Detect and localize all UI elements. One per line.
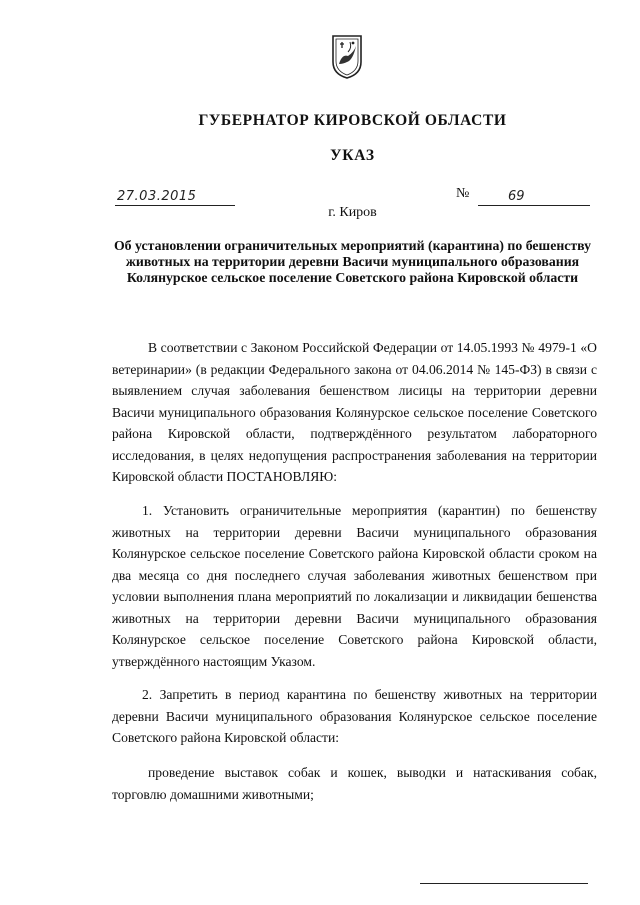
document-date: 27.03.2015	[115, 189, 235, 206]
issuing-authority: ГУБЕРНАТОР КИРОВСКОЙ ОБЛАСТИ	[198, 112, 507, 129]
document-title: Об установлении ограничительных мероприятий (карантина) по бешенству животных на территории деревни Васичи муниципального образования Колянурское сельское поселение Советского района Кировской области	[113, 238, 592, 285]
number-sign: №	[456, 186, 470, 201]
preamble-paragraph: В соответствии с Законом Российской Федерации от 14.05.1993 № 4979-1 «О ветеринарии» (в редакции Федерального закона от 04.06.2014 № 145-ФЗ) в связи с выявлением случая заболевания бешенством лисицы на территории деревни Васичи муниципального образования Колянурское сельское поселение Советского района Кировской области, подтверждённого результатом лабораторного исследования, в целях недопущения распространения заболевания на территории Кировской области ПОСТАНОВЛЯЮ:	[112, 340, 597, 484]
issuing-city: г. Киров	[328, 205, 377, 220]
document-type: УКАЗ	[330, 147, 375, 164]
footer-rule	[420, 883, 588, 884]
clause-2-item-paragraph: проведение выставок собак и кошек, выводки и натаскивания собак, торговлю домашними животными;	[112, 765, 597, 802]
document-number: 69	[478, 189, 590, 206]
clause-2-paragraph: 2. Запретить в период карантина по бешенству животных на территории деревни Васичи муниципального образования Колянурское сельское поселение Советского района Кировской области:	[112, 687, 597, 745]
clause-1-paragraph: 1. Установить ограничительные мероприятия (карантин) по бешенству животных на территории деревни Васичи муниципального образования Колянурское сельское поселение Советского района Кировской области сроком на два месяца со дня последнего случая заболевания животных бешенством при условии выполнения плана мероприятий по локализации и ликвидации бешенства животных на территории деревни Васичи муниципального образования Колянурское сельское поселение Советского района Кировской области, утверждённого настоящим Указом.	[112, 503, 597, 669]
coat-of-arms-icon	[330, 34, 364, 80]
